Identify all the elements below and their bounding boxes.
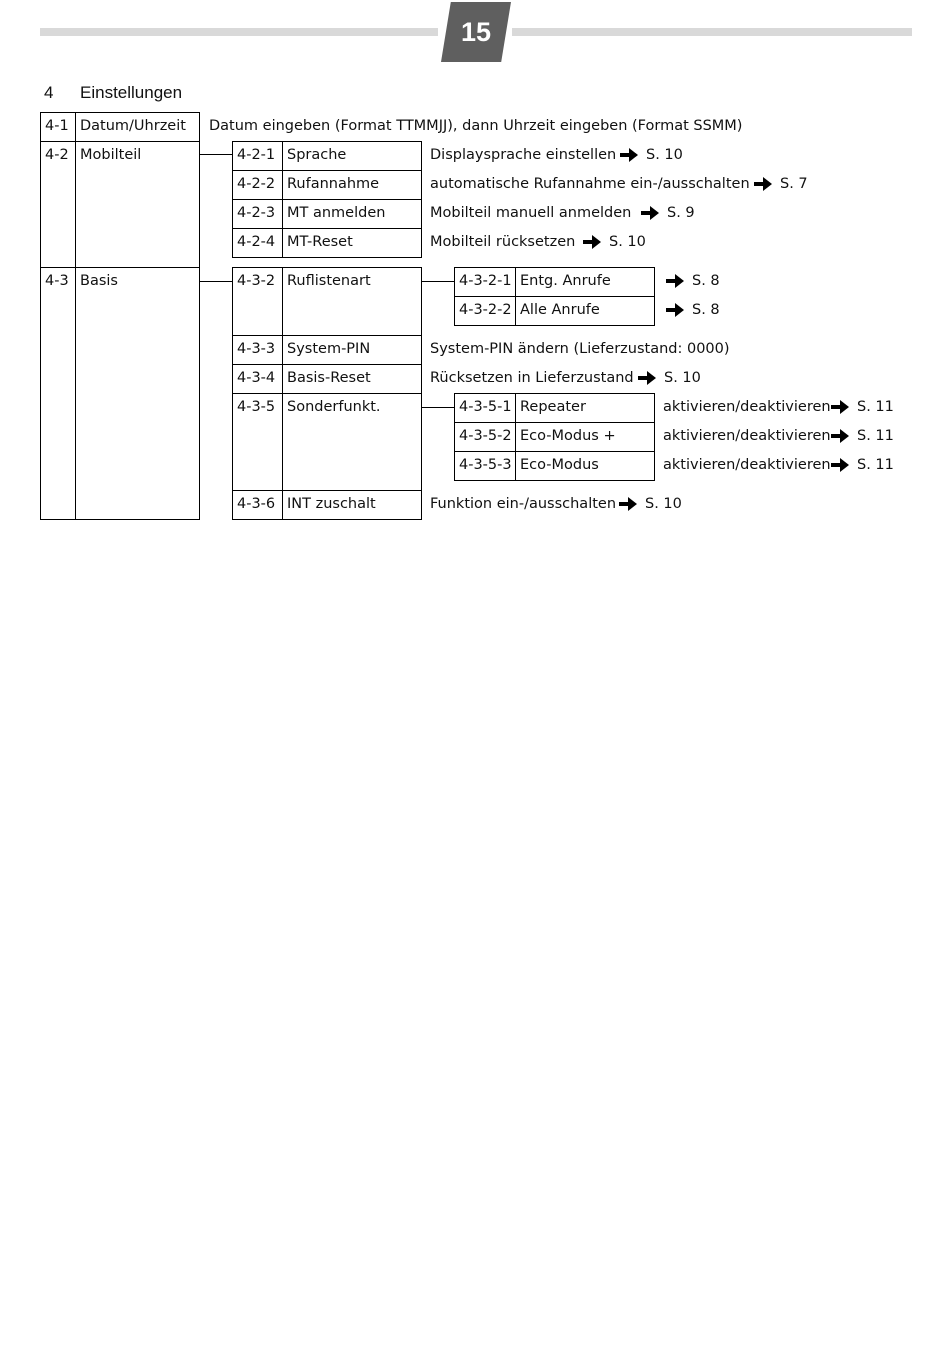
label-mt-anmelden: MT anmelden — [287, 205, 386, 221]
desc-rufannahme: automatische Rufannahme ein-/ausschalten — [430, 176, 750, 192]
header-rule-left — [40, 28, 438, 36]
ref-basis-reset: S. 10 — [664, 370, 701, 386]
desc-system-pin: System-PIN ändern (Lieferzustand: 0000) — [430, 341, 730, 357]
code-4-2-3: 4-2-3 — [237, 205, 276, 221]
desc-basis-reset: Rücksetzen in Lieferzustand — [430, 370, 634, 386]
code-4-3-5-1: 4-3-5-1 — [459, 399, 512, 415]
arrow-right-icon — [583, 235, 601, 249]
header-rule-right — [512, 28, 912, 36]
ref-eco-modus-plus: S. 11 — [857, 428, 894, 444]
code-4-3-5-3: 4-3-5-3 — [459, 457, 512, 473]
label-int-zuschalt: INT zuschalt — [287, 496, 376, 512]
code-4-3-2-2: 4-3-2-2 — [459, 302, 512, 318]
ref-mt-anmelden: S. 9 — [667, 205, 695, 221]
label-sonderfunkt: Sonderfunkt. — [287, 399, 381, 415]
label-datum: Datum/Uhrzeit — [80, 118, 186, 134]
arrow-right-icon — [620, 148, 638, 162]
label-mobilteil: Mobilteil — [80, 147, 142, 163]
arrow-right-icon — [638, 371, 656, 385]
ref-int-zuschalt: S. 10 — [645, 496, 682, 512]
desc-mt-anmelden: Mobilteil manuell anmelden — [430, 205, 632, 221]
label-mt-reset: MT-Reset — [287, 234, 353, 250]
arrow-right-icon — [666, 303, 684, 317]
sub-code-divider — [282, 267, 283, 520]
ref-mt-reset: S. 10 — [609, 234, 646, 250]
code-4-2-1: 4-2-1 — [237, 147, 276, 163]
section-title: Einstellungen — [80, 83, 183, 102]
desc-eco-modus: aktivieren/deaktivieren — [663, 457, 831, 473]
label-repeater: Repeater — [520, 399, 586, 415]
ref-eco-modus: S. 11 — [857, 457, 894, 473]
desc-datum: Datum eingeben (Format TTMMJJ), dann Uhrzeit eingeben (Format SSMM) — [209, 118, 743, 134]
subsub-code-divider — [515, 393, 516, 481]
ref-entg-anrufe: S. 8 — [692, 273, 720, 289]
code-4-2-2: 4-2-2 — [237, 176, 276, 192]
desc-sprache: Displaysprache einstellen — [430, 147, 617, 163]
arrow-right-icon — [831, 400, 849, 414]
code-4-2-4: 4-2-4 — [237, 234, 276, 250]
code-4-3-6: 4-3-6 — [237, 496, 276, 512]
label-entg-anrufe: Entg. Anrufe — [520, 273, 611, 289]
connector-ruflistenart — [422, 281, 455, 282]
section-number: 4 — [44, 83, 54, 102]
desc-repeater: aktivieren/deaktivieren — [663, 399, 831, 415]
label-rufannahme: Rufannahme — [287, 176, 380, 192]
connector-sonderfunkt — [422, 407, 455, 408]
connector-mobilteil — [200, 154, 233, 155]
ref-repeater: S. 11 — [857, 399, 894, 415]
label-eco-modus-plus: Eco-Modus + — [520, 428, 616, 444]
code-column-divider — [75, 112, 76, 520]
code-4-3-4: 4-3-4 — [237, 370, 276, 386]
arrow-right-icon — [754, 177, 772, 191]
code-4-3-2-1: 4-3-2-1 — [459, 273, 512, 289]
label-alle-anrufe: Alle Anrufe — [520, 302, 600, 318]
label-ruflistenart: Ruflistenart — [287, 273, 371, 289]
sub-code-divider — [282, 141, 283, 258]
code-4-3-3: 4-3-3 — [237, 341, 276, 357]
menu-item-basis — [40, 267, 200, 520]
ref-alle-anrufe: S. 8 — [692, 302, 720, 318]
arrow-right-icon — [641, 206, 659, 220]
arrow-right-icon — [619, 497, 637, 511]
code-4-3-2: 4-3-2 — [237, 273, 276, 289]
arrow-right-icon — [831, 429, 849, 443]
ref-rufannahme: S. 7 — [780, 176, 808, 192]
label-sprache: Sprache — [287, 147, 347, 163]
code-4-3-5: 4-3-5 — [237, 399, 276, 415]
label-eco-modus: Eco-Modus — [520, 457, 599, 473]
arrow-right-icon — [666, 274, 684, 288]
code-4-3: 4-3 — [45, 273, 69, 289]
desc-int-zuschalt: Funktion ein-/ausschalten — [430, 496, 617, 512]
label-basis: Basis — [80, 273, 118, 289]
desc-eco-modus-plus: aktivieren/deaktivieren — [663, 428, 831, 444]
page-number: 15 — [460, 17, 492, 47]
arrow-right-icon — [831, 458, 849, 472]
code-4-1: 4-1 — [45, 118, 69, 134]
desc-mt-reset: Mobilteil rücksetzen — [430, 234, 576, 250]
label-system-pin: System-PIN — [287, 341, 371, 357]
connector-basis — [200, 281, 233, 282]
subsub-code-divider — [515, 267, 516, 326]
code-4-2: 4-2 — [45, 147, 69, 163]
code-4-3-5-2: 4-3-5-2 — [459, 428, 512, 444]
label-basis-reset: Basis-Reset — [287, 370, 371, 386]
ref-sprache: S. 10 — [646, 147, 683, 163]
